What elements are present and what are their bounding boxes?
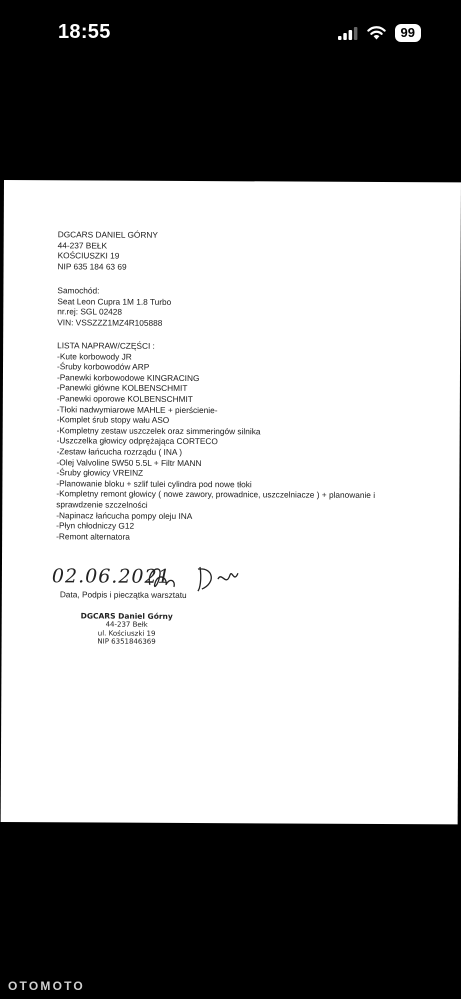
list-item: -Uszczelka głowicy odprężająca CORTECO — [56, 435, 218, 447]
clock: 18:55 — [58, 21, 111, 43]
company-stamp — [62, 612, 192, 646]
list-item: -Panewki oporowe KOLBENSCHMIT — [56, 393, 193, 404]
list-item: -Remont alternatora — [56, 530, 130, 542]
list-item: -Komplet śrub stopy wału ASO — [56, 414, 170, 426]
cellular-signal-icon — [338, 27, 358, 40]
list-item: -Panewki korbowodowe KINGRACING — [56, 372, 200, 383]
address-line: NIP 635 184 63 69 — [57, 261, 127, 272]
list-item: -Olej Valvoline 5W50 5.5L + Filtr MANN — [56, 456, 202, 468]
status-icons — [338, 24, 421, 42]
stamp-line: DGCARS Daniel Górny — [80, 611, 173, 621]
company-address — [58, 229, 158, 272]
stamp-line: ul. Kościuszki 19 — [97, 629, 156, 638]
repair-list — [56, 340, 397, 543]
vehicle-line: Seat Leon Cupra 1M 1.8 Turbo — [57, 295, 172, 307]
list-item: -Kompletny zestaw uszczelek oraz simmeringów silnika — [56, 425, 261, 437]
list-item: -Kompletny remont głowicy ( nowe zawory, prowadnice, uszczelniacze ) + planowanie i sprawdzenie szczelności — [56, 488, 376, 510]
list-item: -Tłoki nadwymiarowe MAHLE + pierścienie- — [56, 403, 218, 415]
list-item: -Napinacz łańcucha pompy oleju INA — [56, 509, 193, 521]
status-bar — [0, 0, 461, 70]
wifi-icon — [367, 26, 386, 40]
stamp-line: NIP 6351846369 — [97, 637, 156, 647]
vehicle-info — [57, 285, 171, 328]
stamp-line: 44-237 Bełk — [105, 620, 148, 630]
signature-date: 02.06.2021 — [51, 565, 171, 588]
vehicle-line: nr.rej: SGL 02428 — [57, 306, 123, 317]
list-item: -Śruby głowicy VREINZ — [56, 467, 144, 478]
invoice-document — [1, 180, 461, 824]
list-item: -Płyn chłodniczy G12 — [56, 520, 135, 531]
address-line: KOŚCIUSZKI 19 — [57, 250, 120, 261]
address-line: DGCARS DANIEL GÓRNY — [57, 229, 158, 240]
repair-list-title: LISTA NAPRAW/CZĘŚCI : — [57, 340, 155, 351]
list-item: -Panewki główne KOLBENSCHMIT — [56, 382, 188, 394]
list-item: -Kute korbowody JR — [57, 350, 132, 362]
otomoto-watermark: OTOMOTO — [8, 979, 85, 993]
list-item: -Śruby korbowodów ARP — [56, 361, 150, 372]
signature-caption: Data, Podpis i pieczątka warsztatu — [59, 589, 187, 600]
address-line: 44-237 BEŁK — [57, 239, 108, 251]
list-item: -Planowanie bloku + szlif tulei cylindra pod nowe tłoki — [56, 477, 252, 490]
vehicle-line: Samochód: — [57, 285, 100, 296]
vehicle-line: VIN: VSSZZZ1MZ4R105888 — [57, 317, 163, 328]
battery-icon: 99 — [395, 24, 421, 42]
list-item: -Zestaw łańcucha rozrządu ( INA ) — [56, 446, 183, 457]
